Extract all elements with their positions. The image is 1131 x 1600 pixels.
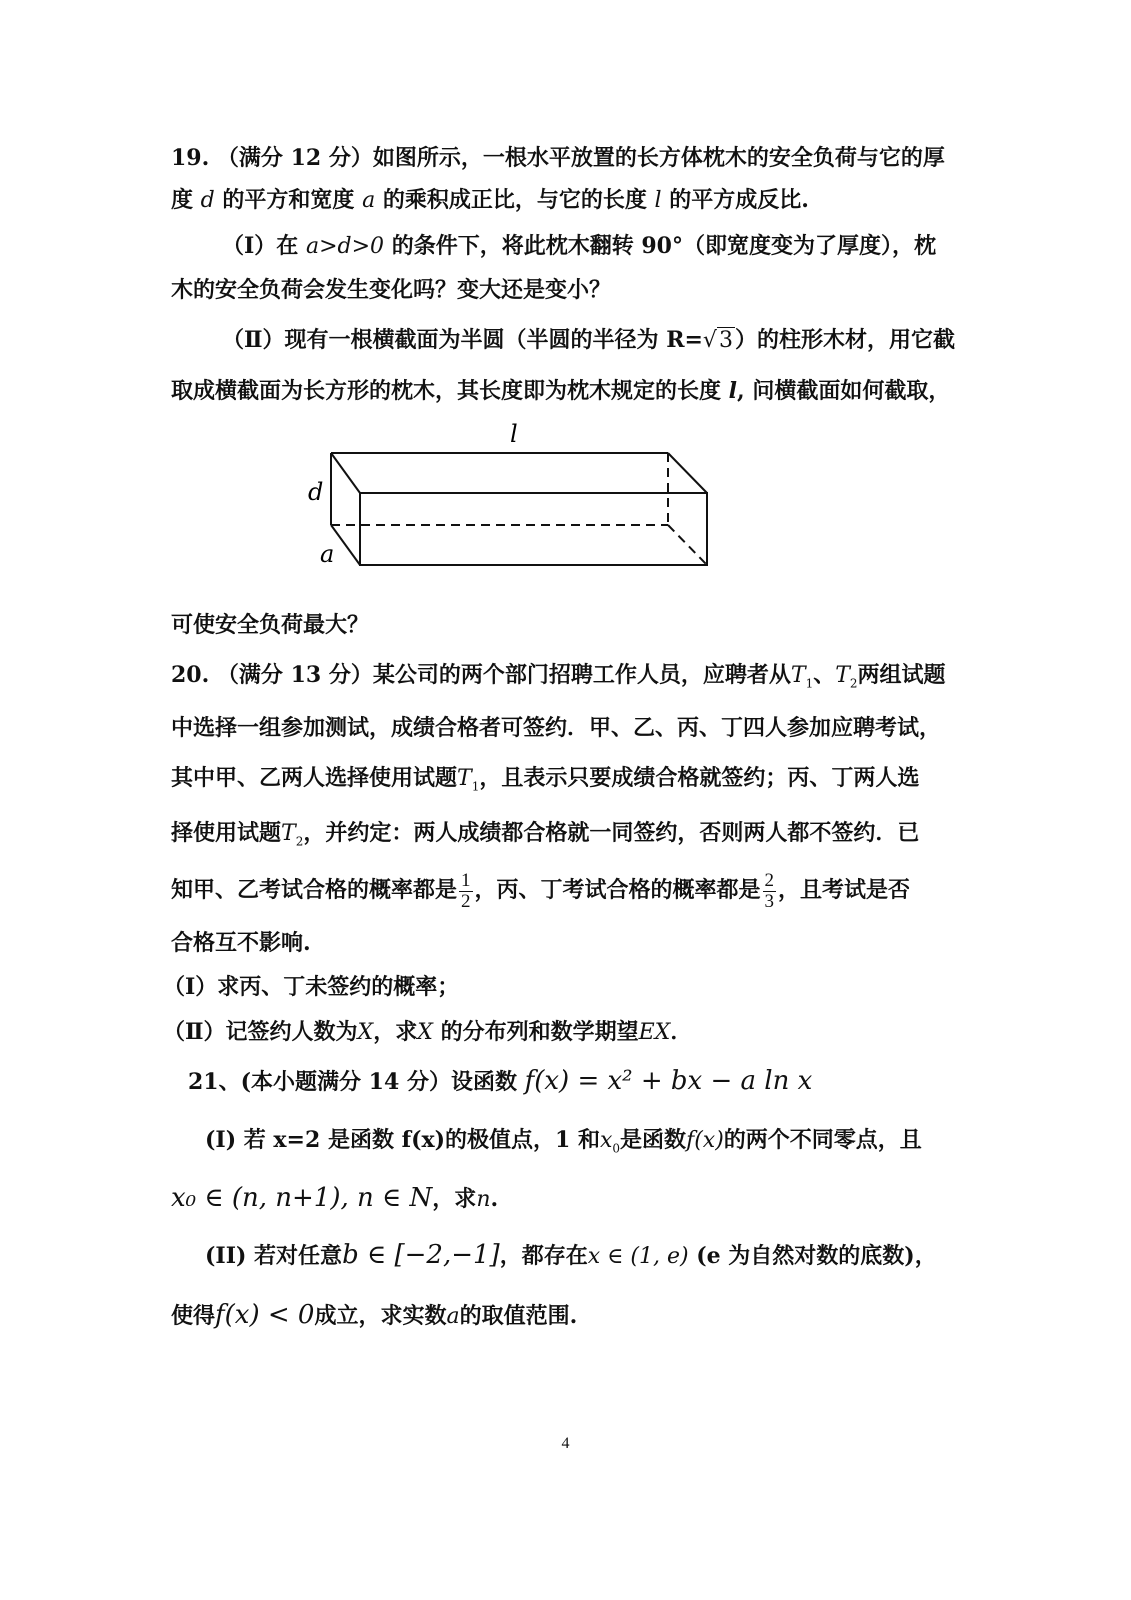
var-T: T: [281, 821, 296, 846]
problem-20-line-4: [171, 818, 961, 856]
text: ，求: [432, 1186, 477, 1212]
problem-19-line-7: [171, 610, 961, 640]
problem-21-line-5: [171, 1300, 961, 1332]
problem-20-line-3: [171, 763, 961, 801]
subscript: 0: [612, 1141, 621, 1156]
text: .: [490, 1186, 499, 1212]
function-definition: f(x) = x² + bx − a ln x: [524, 1066, 813, 1096]
var-a: a: [446, 1304, 460, 1329]
var-l: l: [728, 378, 738, 404]
var-X: X: [357, 1020, 374, 1045]
inequality: f(x) < 0: [215, 1300, 315, 1330]
text: 取成横截面为长方形的枕木，其长度即为枕木规定的长度: [171, 378, 729, 404]
text: (e 为自然对数的底数)，: [688, 1243, 937, 1269]
function-f: f(x): [686, 1128, 724, 1153]
text: 知甲、乙考试合格的概率都是: [171, 877, 458, 903]
problem-19-line-1: [171, 143, 961, 173]
front-face: [360, 493, 707, 565]
text: 成立，求实数: [314, 1303, 447, 1329]
var-T: T: [457, 766, 472, 791]
subscript: 1: [805, 676, 814, 691]
problem-20-line-5: [171, 868, 961, 912]
problem-20-line-6: [171, 928, 961, 958]
interval-b: b ∈ [−2,−1]: [342, 1240, 500, 1270]
text: 使得: [171, 1303, 216, 1329]
text: 木的安全负荷会发生变化吗？变大还是变小？: [171, 277, 612, 303]
text: （Ⅱ）现有一根横截面为半圆（半圆的半径为 R=: [222, 327, 703, 353]
problem-21-line-3: [171, 1183, 961, 1215]
text: 两组试题: [857, 662, 946, 688]
text: ，都存在: [499, 1243, 588, 1269]
var-d: d: [200, 188, 215, 213]
text: 、: [813, 662, 836, 688]
problem-20-line-2: [171, 713, 961, 743]
radicand: 3: [718, 328, 733, 353]
text: 的条件下，将此枕木翻转 90°（即宽度变为了厚度），枕: [384, 233, 936, 259]
text: ，丙、丁考试合格的概率都是: [474, 877, 761, 903]
var-EX: EX: [638, 1020, 671, 1045]
text: 的平方成反比.: [661, 187, 809, 213]
sqrt-expression: √3: [702, 328, 733, 353]
var-X: X: [417, 1020, 433, 1045]
denominator: 3: [764, 890, 775, 912]
var-T: T: [790, 663, 806, 688]
label-l: l: [510, 420, 518, 448]
problem-19-part-1: [222, 231, 1012, 262]
text: 可使安全负荷最大？: [171, 612, 370, 638]
page-number: 4: [561, 1435, 570, 1452]
text: 择使用试题: [171, 820, 282, 846]
text: 中选择一组参加测试，成绩合格者可签约．甲、乙、丙、丁四人参加应聘考试，: [171, 715, 942, 741]
text: 其中甲、乙两人选择使用试题: [171, 765, 458, 791]
problem-19-line-2: [171, 185, 961, 216]
text: 20. （满分 13 分）某公司的两个部门招聘工作人员，应聘者从: [171, 662, 791, 688]
text: （Ⅱ）记签约人数为: [163, 1019, 358, 1045]
text: 度: [171, 187, 201, 213]
text: 的平方和宽度: [214, 187, 363, 213]
var-l: l: [654, 188, 662, 213]
text: （Ⅰ）在: [222, 233, 306, 259]
inequality: a>d>0: [305, 234, 385, 259]
label-d: d: [308, 478, 324, 506]
text: 21、(本小题满分 14 分）设函数: [188, 1069, 525, 1095]
problem-20-line-1: [171, 660, 961, 698]
text: 的取值范围.: [459, 1303, 578, 1329]
problem-21-part-2: [205, 1240, 995, 1272]
text: 是函数: [620, 1127, 687, 1153]
subscript: 2: [295, 834, 304, 849]
text: ）的柱形木材，用它截: [734, 327, 955, 353]
text: 19. （满分 12 分）如图所示，一根水平放置的长方体枕木的安全负荷与它的厚: [171, 145, 945, 171]
text: 的两个不同零点，且: [723, 1127, 922, 1153]
problem-19-part-2: [222, 325, 1012, 356]
problem-19-line-4: [171, 275, 961, 305]
text: 合格互不影响.: [171, 930, 311, 956]
text: (I) 若 x=2 是函数 f(x)的极值点，1 和: [205, 1127, 600, 1153]
numerator: 1: [461, 869, 471, 891]
problem-20-part-2: [163, 1017, 953, 1048]
interval-x: x ∈ (1, e): [587, 1244, 689, 1269]
denominator: 2: [461, 890, 471, 912]
problem-20-part-1: [163, 972, 953, 1002]
text: （Ⅰ）求丙、丁未签约的概率；: [163, 974, 460, 1000]
text: 的分布列和数学期望: [432, 1019, 639, 1045]
text: ．: [670, 1019, 693, 1045]
problem-21-part-1: [205, 1125, 995, 1163]
text: , 问横截面如何截取，: [737, 378, 951, 404]
text: ，且考试是否: [778, 877, 911, 903]
var-T: T: [835, 663, 850, 688]
text: ，求: [373, 1019, 418, 1045]
var-a: a: [362, 188, 376, 213]
problem-19-line-6: [171, 376, 961, 406]
condition-expression: x₀ ∈ (n, n+1), n ∈ N: [171, 1183, 433, 1213]
text: 的乘积成正比，与它的长度: [375, 187, 655, 213]
var-n: n: [476, 1187, 491, 1212]
problem-21-line-1: [188, 1066, 978, 1097]
subscript: 1: [471, 779, 480, 794]
fraction-one-half: [459, 871, 473, 912]
text: ，并约定：两人成绩都合格就一同签约，否则两人都不签约．已: [303, 820, 920, 846]
text: ，且表示只要成绩合格就签约；丙、丁两人选: [479, 765, 920, 791]
numerator: 2: [764, 869, 775, 891]
text: (II) 若对任意: [205, 1243, 343, 1269]
cuboid-figure: [300, 420, 730, 580]
var-x: x: [599, 1128, 613, 1153]
fraction-two-thirds: [763, 871, 777, 912]
subscript: 2: [849, 676, 858, 691]
label-a: a: [320, 540, 335, 568]
